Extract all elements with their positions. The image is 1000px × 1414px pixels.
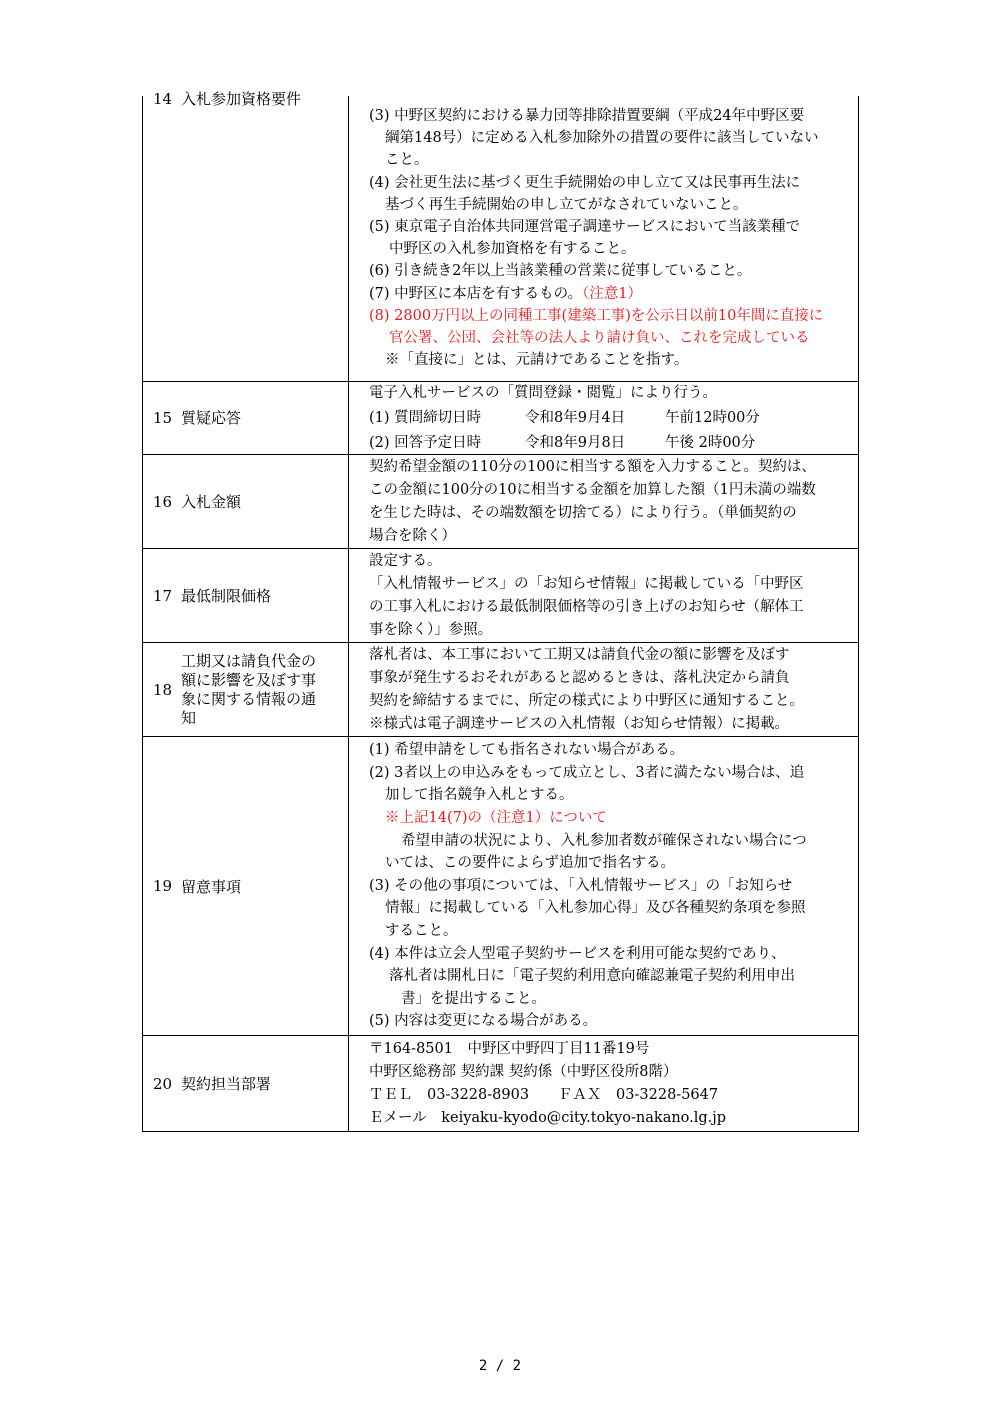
row-label-cell xyxy=(143,1036,349,1132)
content-line: 加して指名競争入札とする。 xyxy=(385,787,574,804)
row-number: 17 xyxy=(153,586,173,605)
content-line: (5) 東京電子自治体共同運営電子調達サービスにおいて当該業種で xyxy=(369,219,801,236)
content-line: ※「直接に」とは、元請けであることを指す。 xyxy=(385,352,689,369)
content-line: (3) 中野区契約における暴力団等排除措置要綱（平成24年中野区要 xyxy=(369,108,805,125)
content-line: 書」を提出すること。 xyxy=(401,990,546,1007)
content-line: 希望申請の状況により、入札参加者数が確保されない場合につ xyxy=(401,832,807,849)
table-row-20 xyxy=(143,1036,859,1132)
row-number: 18 xyxy=(153,680,173,699)
schedule-line xyxy=(369,407,852,429)
table-row-17 xyxy=(143,549,859,643)
content-line: を生じた時は、その端数額を切捨てる）により行う。（単価契約の xyxy=(369,504,797,521)
row-label-cell xyxy=(143,737,349,1036)
content-text: (7) 中野区に本店を有するもの。 xyxy=(369,285,583,302)
content-line: 〒164-8501 中野区中野四丁目11番19号 xyxy=(369,1040,650,1057)
content-line: 契約希望金額の110分の100に相当する額を入力すること。契約は、 xyxy=(369,458,816,475)
schedule-line xyxy=(369,432,852,454)
row-label xyxy=(181,652,348,728)
content-line: 契約を締結するまでに、所定の様式により中野区に通知すること。 xyxy=(369,692,804,709)
content-line: Ｅメール keiyaku-kyodo@city.tokyo-nakano.lg.jp xyxy=(369,1109,727,1126)
row-label-line: 象に関する情報の通 xyxy=(181,689,317,708)
row-content-cell xyxy=(349,381,859,455)
content-line-red: (8) 2800万円以上の同種工事(建築工事)を公示日以前10年間に直接に xyxy=(369,307,824,324)
row-number: 16 xyxy=(153,492,173,511)
page-number: 2 / 2 xyxy=(478,1358,522,1374)
content-line: の工事入札における最低制限価格等の引き上げのお知らせ（解体工 xyxy=(369,598,804,615)
row-content-cell xyxy=(349,455,859,549)
row-content-cell xyxy=(349,737,859,1036)
row-label: 入札金額 xyxy=(181,493,242,512)
schedule-time: 午後 2時00分 xyxy=(665,434,756,451)
row-label-cell xyxy=(143,381,349,455)
row-number: 14 xyxy=(153,89,173,108)
content-line: 設定する。 xyxy=(369,552,442,569)
content-line: この金額に100分の10に相当する金額を加算した額（1円未満の端数 xyxy=(369,481,816,498)
content-line: 中野区総務部 契約課 契約係（中野区役所8階） xyxy=(369,1063,678,1080)
row-label-line: 工期又は請負代金の xyxy=(181,651,317,670)
content-line: 電子入札サービスの「質問登録・閲覧」により行う。 xyxy=(369,384,717,401)
row-label-cell xyxy=(143,549,349,643)
note-reference: （注意1） xyxy=(582,285,643,302)
content-line: 基づく再生手続開始の申し立てがなされていないこと。 xyxy=(385,196,748,213)
content-line: 落札者は開札日に「電子契約利用意向確認兼電子契約利用申出 xyxy=(389,968,795,985)
row-content-cell xyxy=(349,1036,859,1132)
row-label-cell xyxy=(143,89,349,381)
row-label: 入札参加資格要件 xyxy=(181,90,302,109)
row-number: 20 xyxy=(153,1074,173,1093)
content-line xyxy=(369,283,852,305)
content-line: (6) 引き続き2年以上当該業種の営業に従事していること。 xyxy=(369,263,752,280)
row-content-cell xyxy=(349,549,859,643)
content-line: (5) 内容は変更になる場合がある。 xyxy=(369,1013,598,1030)
schedule-date: 令和8年9月8日 xyxy=(525,434,626,451)
content-line: 落札者は、本工事において工期又は請負代金の額に影響を及ぼす xyxy=(369,646,790,663)
content-line-red: 官公署、公団、会社等の法人より請け負い、これを完成している xyxy=(389,330,810,347)
row-number: 19 xyxy=(153,877,173,896)
table-row-19 xyxy=(143,737,859,1036)
content-line: いては、この要件によらず追加で指名する。 xyxy=(385,855,675,872)
row-label-line: 知 xyxy=(181,708,197,727)
row-content-cell xyxy=(349,96,859,381)
bid-conditions-table xyxy=(142,89,859,1132)
row-number: 15 xyxy=(153,408,173,427)
content-line: 中野区の入札参加資格を有すること。 xyxy=(389,241,636,258)
content-line: 事を除く）」参照。 xyxy=(369,621,493,638)
content-line: (2) 3者以上の申込みをもって成立とし、3者に満たない場合は、追 xyxy=(369,764,805,781)
table-row-16 xyxy=(143,455,859,549)
row-label-line: 額に影響を及ぼす事 xyxy=(181,670,317,689)
schedule-date: 令和8年9月4日 xyxy=(525,409,626,426)
row-label: 質疑応答 xyxy=(181,409,242,428)
row-label: 留意事項 xyxy=(181,877,242,896)
content-line: ※様式は電子調達サービスの入札情報（お知らせ情報）に掲載。 xyxy=(369,715,790,732)
content-line: (4) 会社更生法に基づく更生手続開始の申し立て又は民事再生法に xyxy=(369,174,801,191)
content-line-red: ※上記14(7)の（注意1）について xyxy=(385,810,607,827)
content-line: 「入札情報サービス」の「お知らせ情報」に掲載している「中野区 xyxy=(369,575,804,592)
content-line: ＴＥＬ 03-3228-8903 ＦＡＸ 03-3228-5647 xyxy=(369,1086,719,1103)
content-line: (3) その他の事項については、「入札情報サービス」の「お知らせ xyxy=(369,877,793,894)
schedule-time: 午前12時00分 xyxy=(665,409,760,426)
row-content-cell xyxy=(349,643,859,737)
content-line: すること。 xyxy=(385,923,458,939)
table-row-18 xyxy=(143,643,859,737)
content-line: 情報」に掲載している「入札参加心得」及び各種契約条項を参照 xyxy=(385,900,806,917)
row-label-cell xyxy=(143,455,349,549)
content-line: こと。 xyxy=(385,152,429,169)
content-line: (4) 本件は立会人型電子契約サービスを利用可能な契約であり、 xyxy=(369,945,786,962)
table-row-14 xyxy=(143,96,859,381)
content-line: 事象が発生するおそれがあると認めるときは、落札決定から請負 xyxy=(369,669,790,686)
content-line: 綱第148号）に定める入札参加除外の措置の要件に該当していない xyxy=(385,130,819,147)
row-label: 最低制限価格 xyxy=(181,587,272,606)
row-label-cell xyxy=(143,643,349,737)
content-line: 場合を除く） xyxy=(369,527,456,544)
schedule-label: (2) 回答予定日時 xyxy=(369,434,482,451)
row-label: 契約担当部署 xyxy=(181,1075,272,1094)
table-row-15 xyxy=(143,381,859,455)
content-line: (1) 希望申請をしても指名されない場合がある。 xyxy=(369,742,685,759)
schedule-label: (1) 質問締切日時 xyxy=(369,409,482,426)
